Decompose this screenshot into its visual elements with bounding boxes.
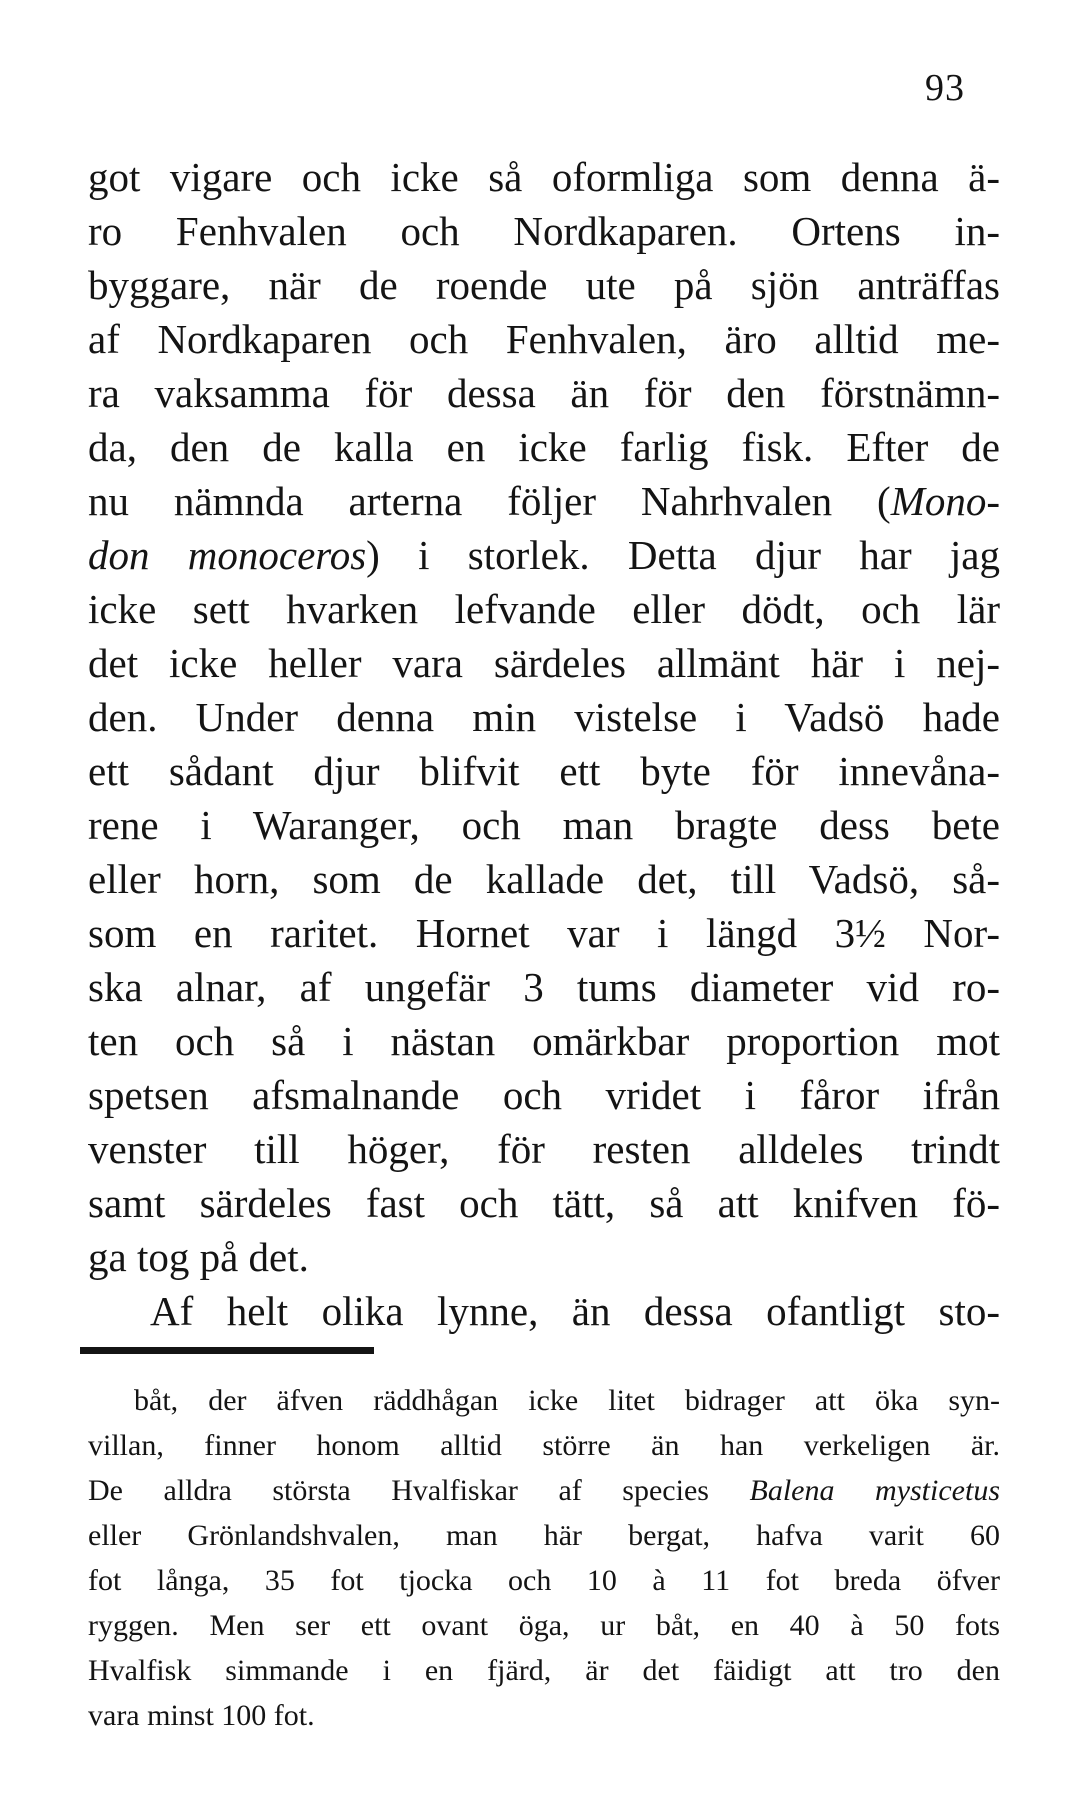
body-line: det icke heller vara särdeles allmänt här i nej- [88,640,1000,686]
body-line: ska alnar, af ungefär 3 tums diameter vid ro- [88,964,1000,1010]
body-line: den. Under denna min vistelse i Vadsö hade [88,694,1000,740]
footnote-line [88,1468,1000,1513]
body-line: byggare, när de roende ute på sjön anträffas [88,262,1000,308]
body-text [88,150,1000,1338]
body-line: venster till höger, för resten alldeles trindt [88,1126,1000,1172]
body-line: rene i Waranger, och man bragte dess bete [88,802,1000,848]
body-line: got vigare och icke så oformliga som denna ä- [88,154,1000,200]
body-line: ten och så i nästan omärkbar proportion mot [88,1018,1000,1064]
body-line: icke sett hvarken lefvande eller dödt, och lär [88,586,1000,632]
footnote [88,1378,1000,1738]
footnote-line: Hvalfisk simmande i en fjärd, är det fäidigt att tro den [88,1654,1000,1687]
body-line: ga tog på det. [88,1234,309,1280]
page-number: 93 [925,67,965,109]
body-line: da, den de kalla en icke farlig fisk. Efter de [88,424,1000,470]
footnote-line: eller Grönlandshvalen, man här bergat, hafva varit 60 [88,1519,1000,1552]
footnote-line: vara minst 100 fot. [88,1699,315,1732]
species-name-italic: Balena mysticetus [749,1474,1000,1507]
body-line-text: ) i storlek. Detta djur har jag [366,532,1000,578]
body-line: af Nordkaparen och Fenhvalen, äro alltid me- [88,316,1000,362]
body-line: som en raritet. Hornet var i längd 3½ Nor- [88,910,1000,956]
body-line [88,474,1000,528]
footnote-line: båt, der äfven räddhågan icke litet bidrager att öka syn- [134,1384,1000,1417]
species-name-italic: don monoceros [88,532,367,578]
footnote-line: ryggen. Men ser ett ovant öga, ur båt, en 40 à 50 fots [88,1609,1000,1642]
footnote-rule [80,1347,374,1354]
body-line: eller horn, som de kallade det, till Vadsö, så- [88,856,1000,902]
species-name-italic: Mono- [890,478,1000,524]
body-line-text: nu nämnda arterna följer Nahrhvalen ( [88,478,891,524]
paragraph-start-line: Af helt olika lynne, än dessa ofantligt sto- [150,1288,1000,1334]
footnote-line-text: De alldra största Hvalfiskar af species [88,1474,750,1507]
body-line: ett sådant djur blifvit ett byte för innevåna- [88,748,1000,794]
footnote-line: fot långa, 35 fot tjocka och 10 à 11 fot breda öfver [88,1564,1000,1597]
body-line: samt särdeles fast och tätt, så att knifven fö- [88,1180,1000,1226]
body-line: ro Fenhvalen och Nordkaparen. Ortens in- [88,208,1000,254]
footnote-line: villan, finner honom alltid större än han verkeligen är. [88,1429,1000,1462]
body-line [88,528,1000,582]
body-line: spetsen afsmalnande och vridet i fåror ifrån [88,1072,1000,1118]
body-line: ra vaksamma för dessa än för den förstnämn- [88,370,1000,416]
